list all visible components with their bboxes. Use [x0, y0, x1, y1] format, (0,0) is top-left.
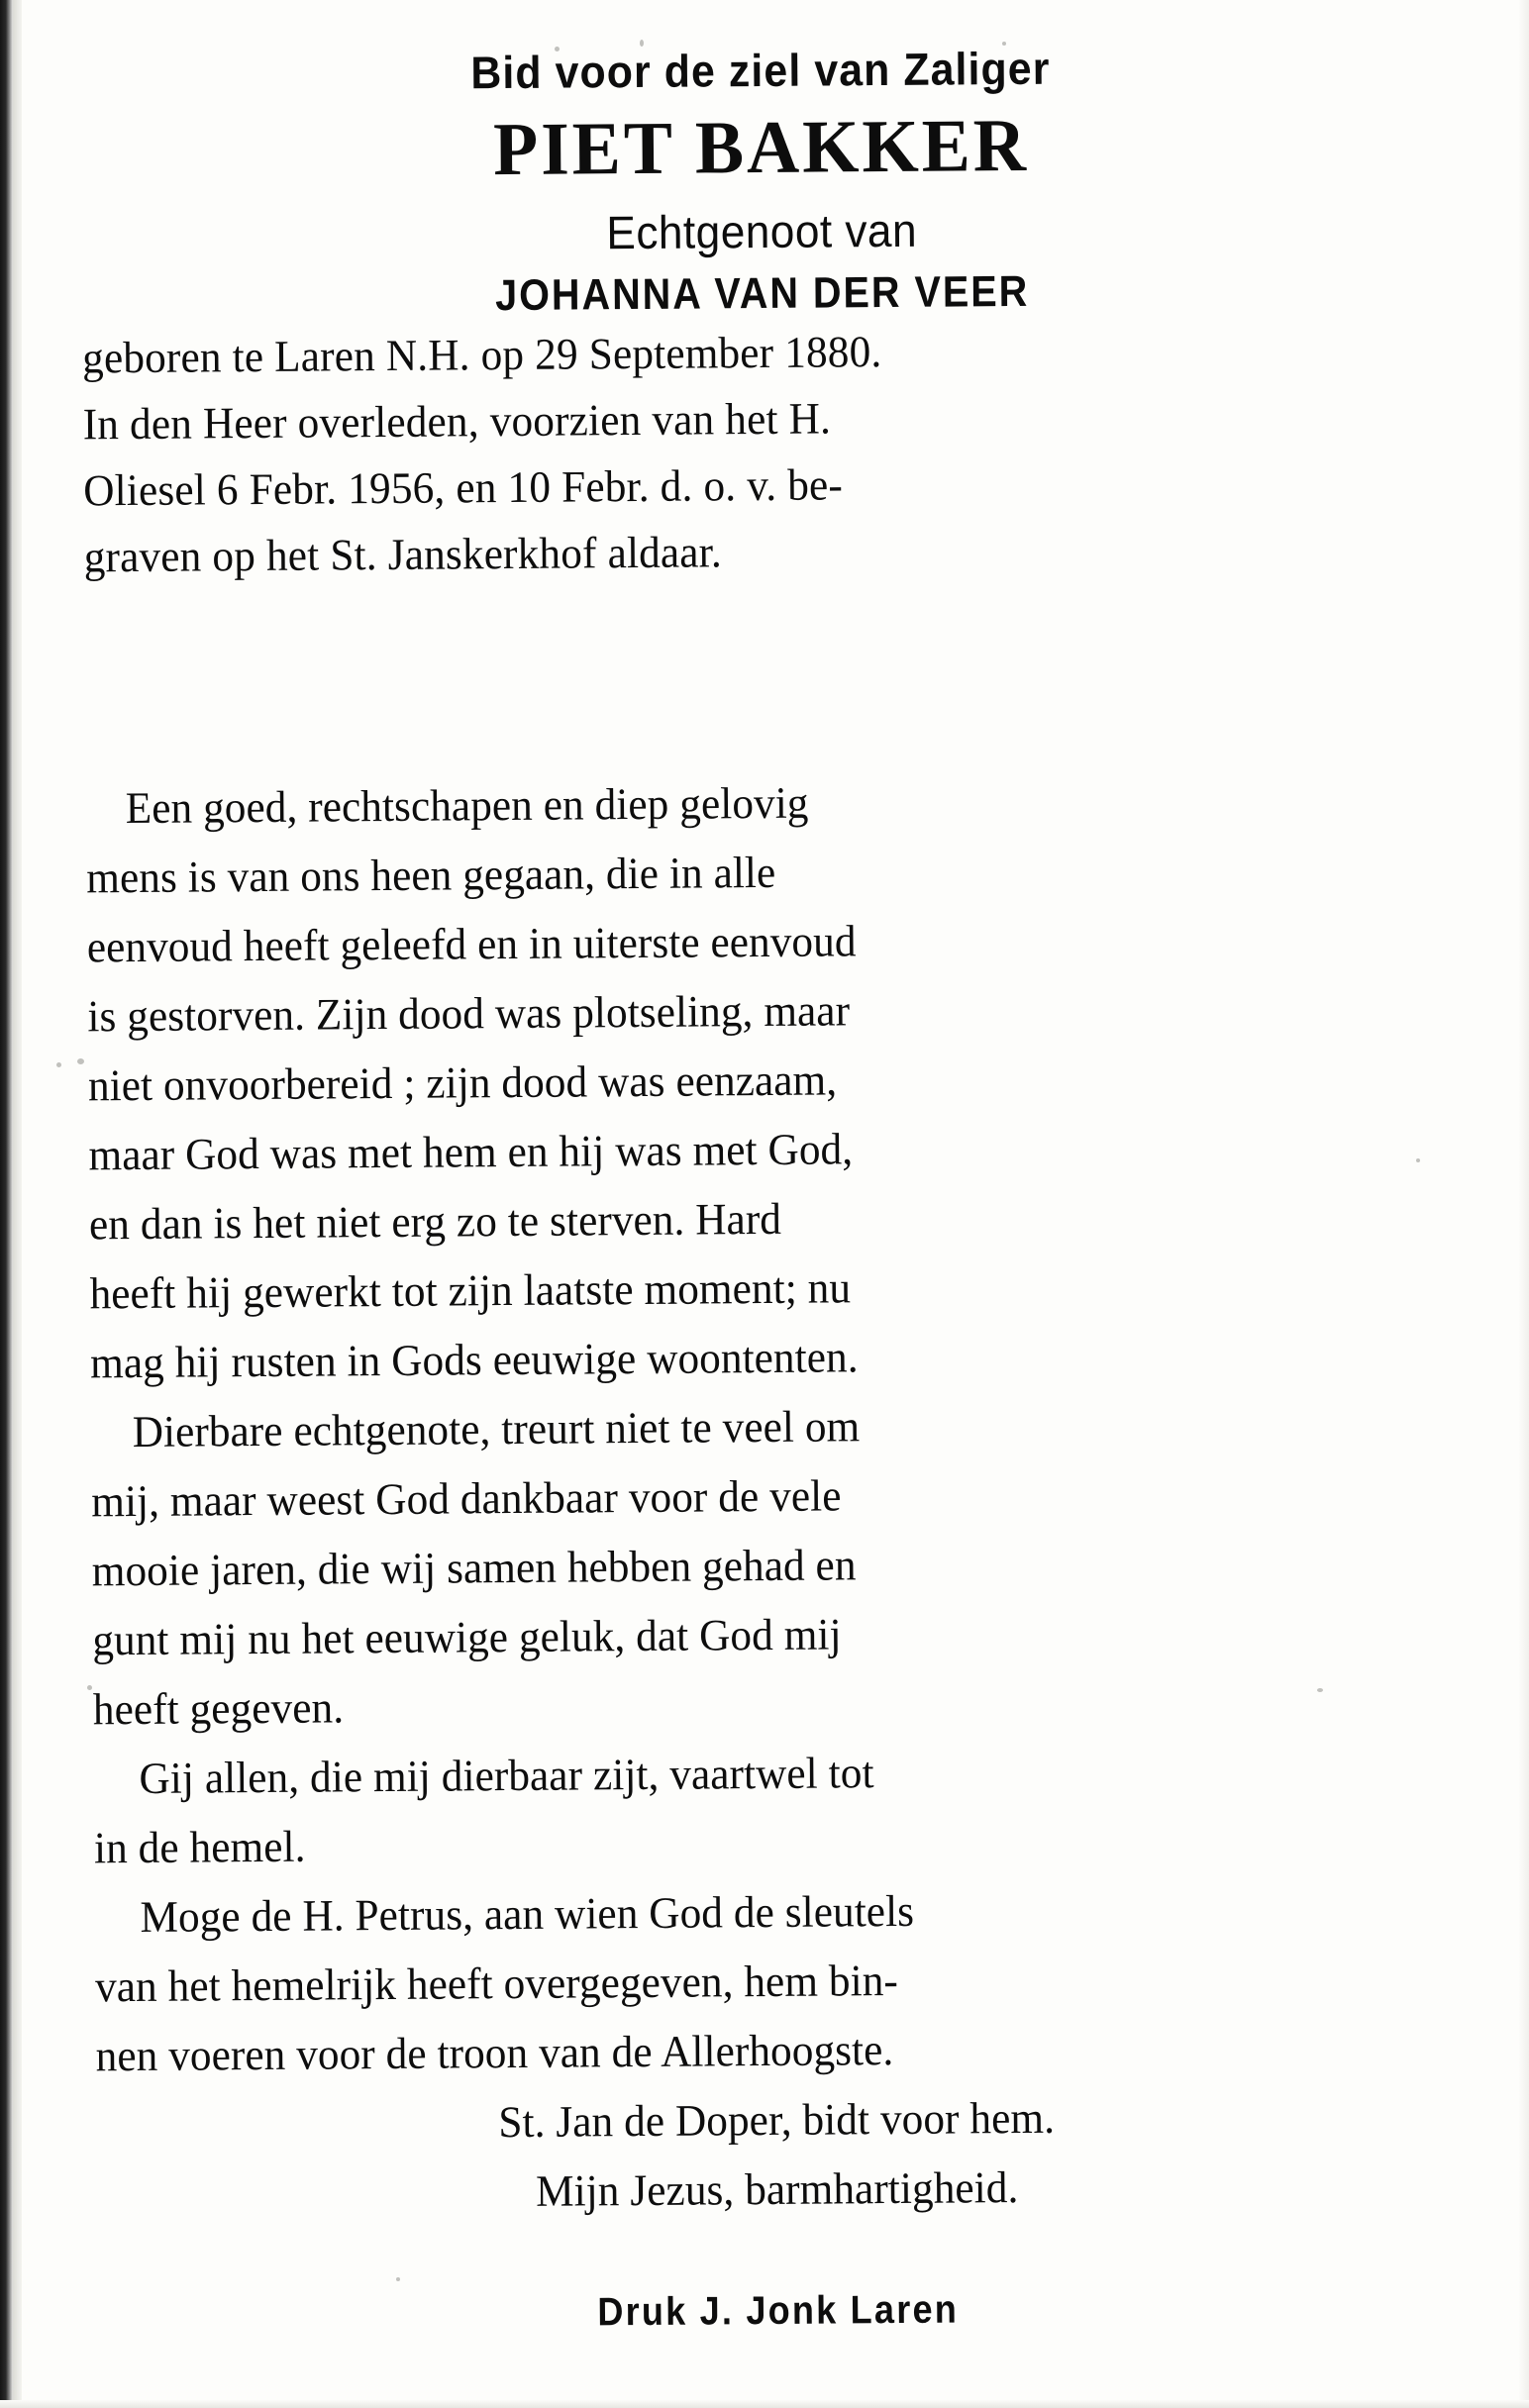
- body-line: Gij allen, die mij dierbaar zijt, vaartwel tot: [139, 1748, 874, 1803]
- body-line: heeft gegeven.: [92, 1682, 345, 1735]
- deceased-name: PIET BAKKER: [492, 103, 1030, 192]
- body-line: en dan is het niet erg zo te sterven. Hard: [88, 1193, 782, 1250]
- body-line: heeft hij gewerkt tot zijn laatste moment; nu: [89, 1262, 852, 1319]
- body-line: in de hemel.: [93, 1821, 306, 1873]
- body-line: mij, maar weest God dankbaar voor de vele: [91, 1470, 842, 1527]
- body-line: maar God was met hem en hij was met God,: [88, 1124, 854, 1180]
- body-line: St. Jan de Doper, bidt voor hem.: [498, 2092, 1056, 2148]
- body-line: is gestorven. Zijn dood was plotseling, maar: [87, 985, 851, 1042]
- body-line: gunt mij nu het eeuwige geluk, dat God mij: [92, 1609, 842, 1665]
- detail-line: In den Heer overleden, voorzien van het H.: [82, 393, 832, 450]
- body-line: Moge de H. Petrus, aan wien God de sleutels: [140, 1885, 915, 1942]
- relation-line: Echtgenoot van: [606, 203, 918, 259]
- body-line: nen voeren voor de troon van de Allerhoogste.: [95, 2025, 894, 2081]
- spouse-name: JOHANNA VAN DER VEER: [494, 266, 1030, 321]
- body-line: mooie jaren, die wij samen hebben gehad en: [91, 1540, 857, 1596]
- body-line: eenvoud heeft geleefd en in uiterste eenvoud: [86, 916, 857, 972]
- body-line: Een goed, rechtschapen en diep gelovig: [125, 777, 809, 834]
- body-line: mag hij rusten in Gods eeuwige woontenten.: [89, 1332, 859, 1388]
- printer-imprint: Druk J. Jonk Laren: [597, 2287, 960, 2335]
- body-line: Mijn Jezus, barmhartigheid.: [535, 2162, 1019, 2216]
- detail-line: Oliesel 6 Febr. 1956, en 10 Febr. d. o. v. be-: [83, 459, 844, 516]
- detail-line: geboren te Laren N.H. op 29 September 1880.: [81, 327, 882, 383]
- intro-line: Bid voor de ziel van Zaliger: [470, 42, 1051, 99]
- body-line: mens is van ons heen gegaan, die in alle: [86, 847, 776, 903]
- body-line: van het hemelrijk heeft overgegeven, hem bin-: [94, 1955, 899, 2012]
- body-line: Dierbare echtgenote, treurt niet te veel om: [132, 1401, 861, 1457]
- detail-line: graven op het St. Janskerkhof aldaar.: [83, 527, 723, 582]
- body-line: niet onvoorbereid ; zijn dood was eenzaam,: [87, 1054, 838, 1111]
